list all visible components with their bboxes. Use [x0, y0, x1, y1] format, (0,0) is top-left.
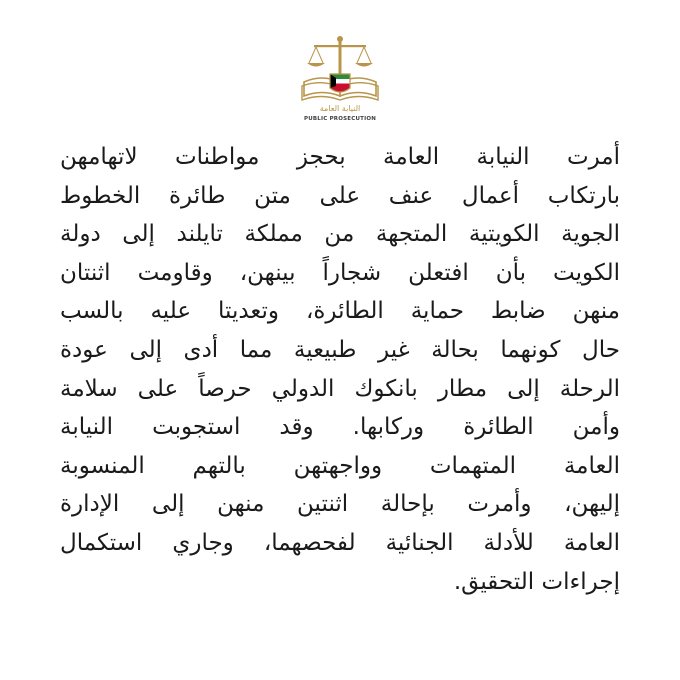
statement-line: العامة للأدلة الجنائية لفحصهما، وجاري استكمال [60, 529, 620, 556]
statement-line: إليهن، وأمرت بإحالة اثنتين منهن إلى الإدارة [60, 491, 620, 518]
statement-line: بارتكاب أعمال عنف على متن طائرة الخطوط [60, 182, 620, 209]
statement-line: العامة المتهمات وواجهتهن بالتهم المنسوبة [60, 452, 620, 479]
scales-of-justice-icon [296, 34, 384, 106]
statement-line: الكويت بأن افتعلن شجاراً بينهن، وقاومت اثنتان [60, 259, 620, 286]
statement-text [60, 138, 620, 601]
statement-line: أمرت النيابة العامة بحجز مواطنات لاتهامهن [60, 144, 620, 170]
statement-line: منهن ضابط حماية الطائرة، وتعديتا عليه بالسب [60, 298, 620, 325]
statement-line: إجراءات التحقيق. [453, 568, 620, 595]
statement-line: حال كونهما بحالة غير طبيعية مما أدى إلى عودة [60, 336, 620, 363]
statement-line: الجوية الكويتية المتجهة من مملكة تايلند إلى دولة [60, 221, 620, 248]
logo-arabic-name: النيابة العامة [319, 104, 361, 113]
statement-line: الرحلة إلى مطار بانكوك الدولي حرصاً على سلامة [60, 375, 620, 402]
statement-line: وأمن الطائرة وركابها. وقد استجوبت النيابة [60, 414, 620, 441]
logo-english-name: PUBLIC PROSECUTION [303, 116, 377, 122]
public-prosecution-logo [296, 34, 384, 126]
